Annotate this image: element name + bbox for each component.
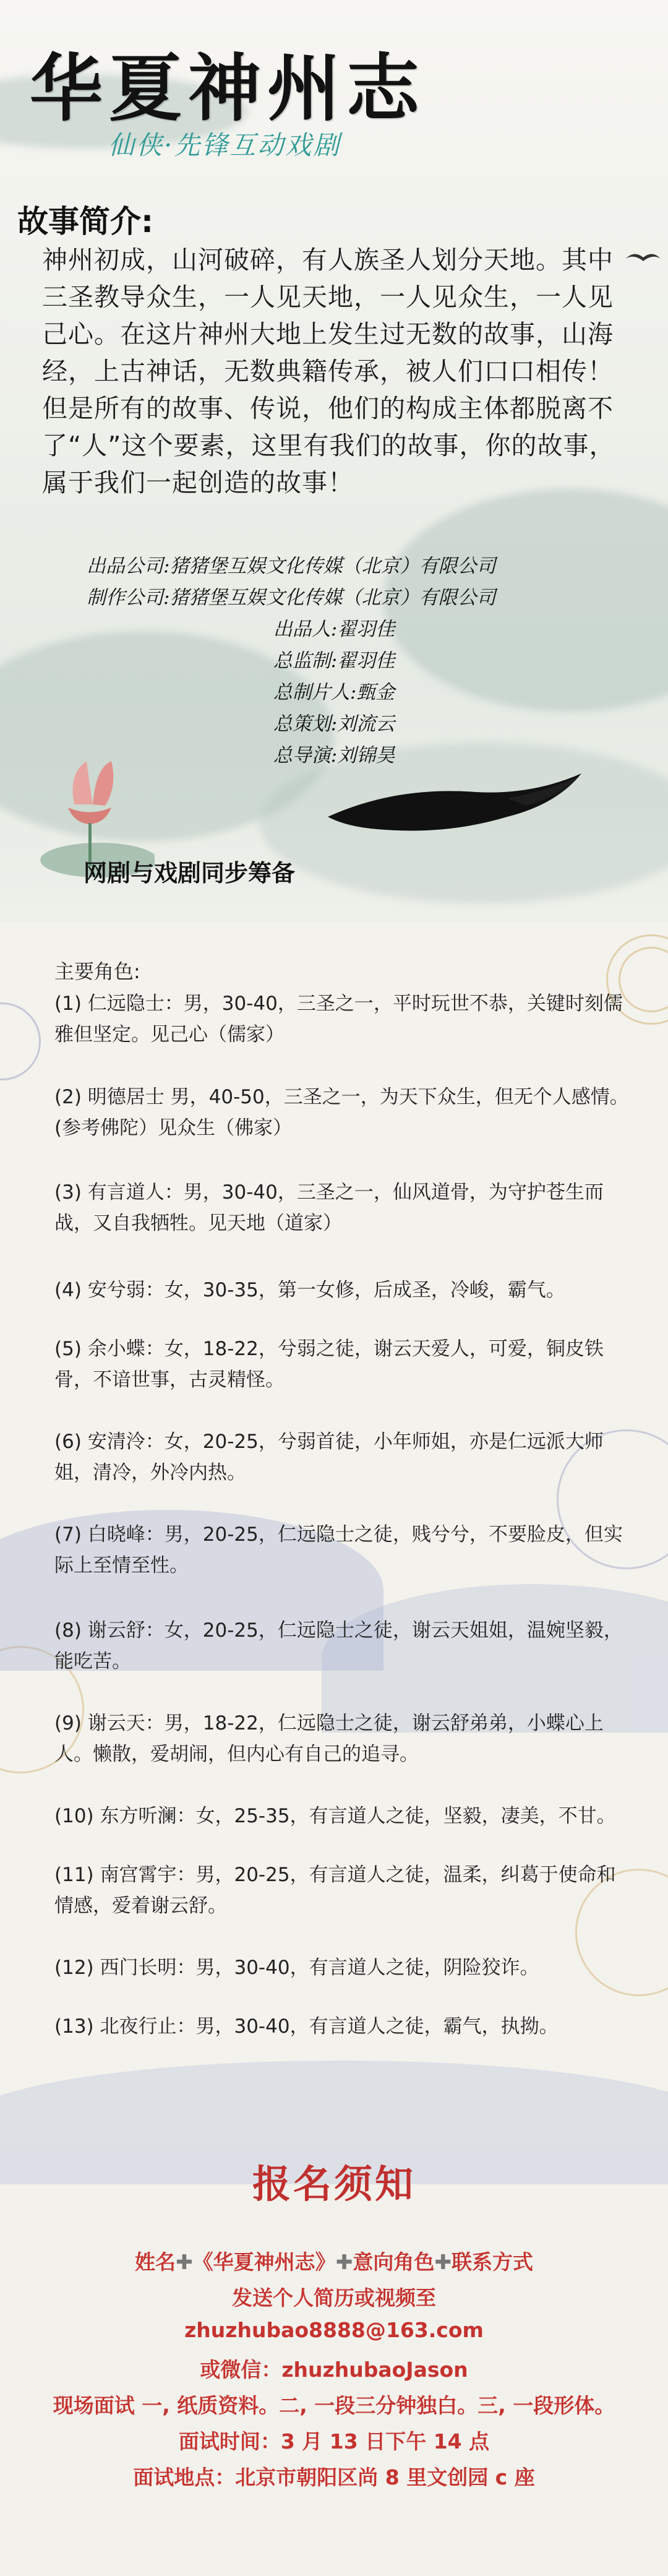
audition-requirements: 现场面试 一, 纸质资料。二, 一段三分钟独白。三, 一段形体。 — [53, 2393, 615, 2418]
send-instruction: 发送个人简历或视频至 — [232, 2286, 436, 2310]
hero-section — [0, 0, 668, 922]
role-item: (9) 谢云天：男，18-22，仁远隐士之徒，谢云舒弟弟，小蝶心上人。懒散，爱胡闹，但内心有自己的追寻。 — [54, 1712, 604, 1765]
role-item: (8) 谢云舒：女，20-25，仁远隐士之徒，谢云天姐姐，温婉坚毅，能吃苦。 — [54, 1619, 623, 1673]
poster-subtitle: 仙侠·先锋互动戏剧 — [108, 130, 341, 160]
format-name: 姓名 — [135, 2250, 176, 2274]
audition-location: 面试地点：北京市朝阳区尚 8 里文创园 c 座 — [133, 2465, 535, 2489]
role-item: (5) 余小蝶：女，18-22，兮弱之徒，谢云天爱人，可爱，铜皮铁骨，不谙世事，古灵精怪。 — [54, 1338, 604, 1391]
sync-note: 网剧与戏剧同步筹备 — [84, 859, 296, 887]
registration-format — [0, 2246, 668, 2275]
credit-chief-supervisor: 总监制:翟羽佳 — [273, 650, 395, 672]
wechat-id: 或微信：zhuzhubaoJason — [200, 2358, 468, 2382]
bird-icon — [625, 248, 662, 266]
credit-producer: 出品人:翟羽佳 — [273, 618, 395, 640]
format-role: 意向角色 — [353, 2250, 435, 2274]
ink-brush-stroke — [322, 767, 588, 842]
plus-icon: ✚ — [335, 2250, 353, 2274]
format-title: 《华夏神州志》 — [192, 2250, 336, 2274]
intro-heading: 故事简介: — [17, 204, 153, 239]
role-item: (2) 明德居士 男，40-50，三圣之一，为天下众生，但无个人感情。(参考佛陀）见众生（佛家） — [54, 1086, 629, 1139]
poster-title: 华夏神州志 — [30, 45, 426, 131]
role-item: (1) 仁远隐士：男，30-40，三圣之一，平时玩世不恭，关键时刻儒雅但坚定。见己心（儒家） — [54, 993, 623, 1046]
roles-title: 主要角色: — [54, 960, 140, 983]
role-item: (13) 北夜行止：男，30-40，有言道人之徒，霸气，执拗。 — [54, 2015, 559, 2038]
role-item: (3) 有言道人：男，30-40，三圣之一，仙风道骨，为守护苍生而战，又自我牺牲。见天地（道家） — [54, 1181, 604, 1234]
role-item: (11) 南宫霄宇：男，20-25，有言道人之徒，温柔，纠葛于使命和情感，爱着谢云舒。 — [54, 1864, 616, 1917]
email-address[interactable]: zhuzhubao8888@163.com — [184, 2318, 484, 2342]
role-item: (6) 安清泠：女，20-25，兮弱首徒，小年师姐，亦是仁远派大师姐，清冷，外冷内热。 — [54, 1431, 604, 1484]
role-item: (4) 安兮弱：女，30-35，第一女修，后成圣，冷峻，霸气。 — [54, 1279, 565, 1301]
audition-time: 面试时间：3 月 13 日下午 14 点 — [178, 2429, 490, 2453]
credit-chief-director: 总导演:刘锦昊 — [273, 744, 395, 767]
format-contact: 联系方式 — [451, 2250, 533, 2274]
credits-block — [87, 551, 581, 772]
plus-icon: ✚ — [434, 2250, 452, 2274]
credit-producer-company: 出品公司:猪猪堡互娱文化传媒（北京）有限公司 — [87, 555, 496, 577]
intro-text: 神州初成，山河破碎，有人族圣人划分天地。其中三圣教导众生，一人见天地，一人见众生，一人见己心。在这片神州大地上发生过无数的故事，山海经，上古神话，无数典籍传承，被人们口口相传！但是所有的故事、传说，他们的构成主体都脱离不了“人”这个要素，这里有我们的故事，你的故事，属于我们一起创造的故事！ — [42, 245, 615, 498]
registration-heading: 报名须知 — [252, 2161, 416, 2207]
role-item: (10) 东方听澜：女，25-35，有言道人之徒，坚毅，凄美，不甘。 — [54, 1805, 616, 1827]
plus-icon: ✚ — [176, 2250, 193, 2274]
credit-chief-planner: 总策划:刘流云 — [273, 713, 395, 735]
credit-production-company: 制作公司:猪猪堡互娱文化传媒（北京）有限公司 — [87, 587, 496, 609]
role-item: (12) 西门长明：男，30-40，有言道人之徒，阴险狡诈。 — [54, 1957, 539, 1979]
role-item: (7) 白晓峰：男，20-25，仁远隐士之徒，贱兮兮，不要脸皮，但实际上至情至性。 — [54, 1523, 623, 1577]
credit-chief-producer: 总制片人:甄金 — [273, 681, 395, 704]
